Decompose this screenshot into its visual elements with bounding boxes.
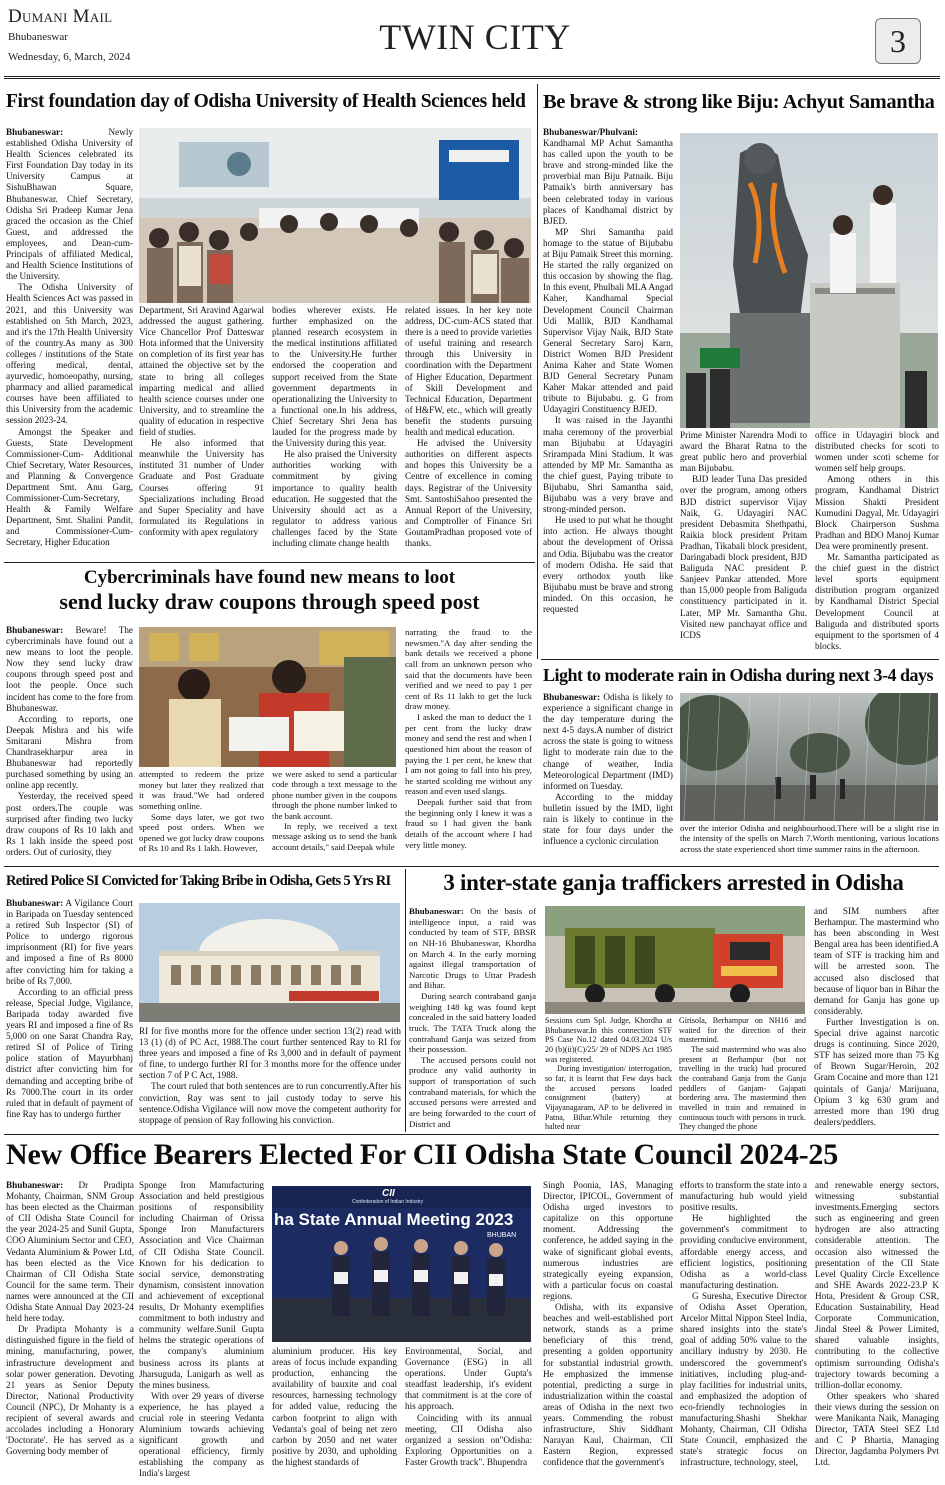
- story6-column-2: Sessions cum Spl. Judge, Khordha at Bhubaneswar.In this connection STF PS Case No.12 dated 04.03.2024 U/s 20 (b)(ii)(C)/25/ 29 of NDPS Act 1985 was registered. During investigation/ interrogation, so far, it is learnt that Few days back the accused persons loaded consignment (battery) at Vijayanagaram, AP to be delivered in Patna, Bihar.While returning they halted near: [545, 1016, 672, 1132]
- story5-column-1: Bhubaneswar: A Vigilance Court in Baripada on Tuesday sentenced a retired Sub Inspector (SI) of Police to undergo rigorous imprisonment (RI) for five years and imposed a fine of Rs 8000 after convicting him for taking a bribe of Rs 7,000. According to an official press release, Special Judge, Vigilance, Baripada today awarded five years RI and imposed a fine of Rs 5,000 on one Sarat Chandra Ray, retired SI of Police of Tiring police station of Mayurbhanj district after convicting him for demanding and accepting bribe of Rs 7000.The court in its order ruled that in default of payment of fine Ray has to undergo further: [6, 898, 133, 1119]
- story5-column-2: RI for five months more for the offence under section 13(2) read with 13 (1) (d) of PC Act, 1988.The court further sentenced Ray to RI for three years and imposed a fine of Rs 3,000 and in default of payment of fine, to undergo further RI for 3 months more for the offence under section 7 of P C Act, 1988. The court ruled that both sentences are to run concurrently.After his conviction, Ray was sent to jail custody today to serve his sentence.Odisha Vigilance will now move the competent authority for stoppage of pension of Ray following his conviction.: [139, 1026, 401, 1125]
- vertical-divider-2: [405, 869, 406, 1132]
- story5-dateline: Bhubaneswar:: [6, 898, 64, 908]
- story1-column-3: bodies wherever exists. He further emphasized on the planned research ecosystem in the medical institutions affiliated to the University.He further endorsed the cooperation and support received from the State government departments in operationalizing the University to a functional one.In his address, Chief Secretary Shri Jena has lauded for the progress made by the University during this year. He also praised the University authorities working with commitment by giving importance to quality health education. He suggested that the University should act as a regulator to address various challenges faced by the State including climate change health: [272, 305, 397, 548]
- story3-headline-line-1: Cybercriminals have found new means to loot: [83, 567, 456, 588]
- story4-photo: [680, 693, 938, 821]
- story2-column-1: Bhubaneswar/Phulvani: Kandhamal MP Achut Samantha has called upon the youth to be brave and strong-minded like the proverbial man Biju Patnaik. Biju Patnaik's birth anniversary has been celebrated today in various places of Kandhamal district by BJED. MP Shri Samantha paid homage to the statue of Bijubabu at Biju Patnaik Street this morning. He started the rally organized on this occasion by showing the flag. In this event, Phulbali MLA Angad Kaher, Kandhamal Special Development Council Chairman Udi Mallik, BJD Kandhamal Supervisor Vijay Naik, BJD State General Secretary Saroj Karn, District Women BJD President Anima Kaher and State Women BJD General Secretary Punam Kaher Makar attended and paid tribute to Bijubabu. g. G from Udayagiri Constituency BJED. It was raised in the Jayanthi maha ceremony of the proverbial man Bijubabu at Udayagiri Srirampada Mini Stadium. It was attended by MP Mr. Samantha as the chief guest, Paying tribute to Bijubabu, Shri Samantha said, Bijubabu was a very brave and strong-minded person. He used to put what he thought into action. He always thought about the development of Orissa and Odia. Bijubabu was the creator of modern Odisha. He said that every orthodox youth like Bijubabu must be brave and strong minded. On this occasion, he requested: [543, 127, 673, 615]
- masthead: [0, 0, 945, 80]
- story5-headline: Retired Police SI Convicted for Taking Bribe in Odisha, Gets 5 Yrs RI: [6, 873, 391, 889]
- story3-photo: [139, 627, 396, 767]
- story1-column-1: Bhubaneswar: Newly established Odisha University of Health Sciences celebrated its First Foundation Day today in its University Campus at SishuBhawan Square, Bhubaneswar. Chief Secretary, Odisha Sri Pradeep Kumar Jena graced the occasion as the Chief Guest, and addressed the employees, and Dean-cum-Principals of affiliated Medical, and Health Science Institutions of the University. The Odisha University of Health Sciences Act was passed in 2021, and this University was established on 5th March, 2023, and it's the 17th Health University of the country.As many as 300 colleges / institutions of the State offering medical, dental, ayurvedic, homoeopathy, nursing, pharmacy and allied paramedical courses have been affiliated to this University from the academic session 2023-24. Amongst the Speaker and Guests, State Development Commissioner-Cum- Additional Chief Secretary, Water Resources, and Planning & Convergence Department Smt. Anu Garg, Commissioner-Cum-Secretary, Health & Family Welfare Department, Smt. Shalini Pandit, and Commissioner-Cum-Secretary, Higher Education: [6, 127, 133, 548]
- story1-column-2: Department, Sri Aravind Agarwal addressed the august gathering. Vice Chancellor Prof Datteswar Hota informed that the University on completion of its first year has attained the objective set by the state to bring all colleges imparting medical and allied health science courses under one University, and to streamline the quality of education in respective field of studies. He also informed that meanwhile the University has instituted 31 number of Under Graduate and Post Graduate Courses offering 91 Specializations including Broad and Super Speciality and have formulated its Regulations in conformity with apex regulatory: [139, 305, 264, 537]
- story2-photo: [680, 133, 938, 428]
- section-title: TWIN CITY: [379, 17, 571, 57]
- story1-photo: [139, 128, 531, 303]
- story3-headline-line-2: send lucky draw coupons through speed post: [59, 589, 480, 614]
- story7-top-rule: [4, 1134, 939, 1135]
- story4-headline: Light to moderate rain in Odisha during next 3-4 days: [543, 665, 934, 685]
- story3-column-2: attempted to redeem the prize money but later they realized that it was fraud."We had ordered something online. Some days later, we got two speed post orders. When we opened we got lucky draw coupons of Rs 10 and Rs 1 lakh. However,: [139, 769, 264, 854]
- story4-dateline: Bhubaneswar:: [543, 692, 601, 702]
- story2-headline: Be brave & strong like Biju: Achyut Samantha: [543, 91, 935, 113]
- story6-photo: [545, 906, 805, 1014]
- masthead-rule: [4, 76, 940, 77]
- story2-dateline: Bhubaneswar/Phulvani:: [543, 127, 638, 137]
- event-banner-title: ha State Annual Meeting 2023: [274, 1210, 514, 1229]
- story1-column-4: related issues. In her key note address, DC-cum-ACS stated that there is a need to provide varieties of useful training and research through this University in coordination with the Department of Higher Education, Department of Skill Development and Technical Education, Department of H&FW, etc., which will greatly benefit the students pursuing health and medical education. He advised the University authorities on different aspects and hopes this University be a Centre of excellence in coming days. Registrar of the University Smt. SantoshiSahoo presented the Annual Report of the University, and Comptroller of Finance Sri GoutamPradhan proposed vote of thanks.: [405, 305, 532, 548]
- story7-dateline: Bhubaneswar:: [6, 1180, 64, 1190]
- story5-photo: [139, 903, 400, 1022]
- story7-column-2: Sponge Iron Manufacturing Association and held prestigious positions of responsibility including Chairman of Orissa Sponge Iron Manufacturers Association and Vice Chairman of CII Odisha State Council. Known for his dedication to social service, demonstrating dynamism, consistent innovation and achievement of exceptional results, Dr Mohanty exemplifies commitment to both industry and community welfare.Sunil Gupta helms the strategic operations of the company's aluminium business across its plants at Jharsuguda, Lanigarh as well as the mines business. With over 29 years of diverse experience, he has played a crucial role in steering Vedanta Aluminium towards achieving significant growth and operational efficiency, firmly establishing the company as India's largest: [139, 1180, 264, 1479]
- story6-column-4: and SIM numbers after Berhampur. The mastermind who has been absconding in West Bengal area has been identified.A team of STF is tracking him and will be arrested soon. The accused also disclosed that because of liquor ban in Bihar the demand for Ganja has gone up considerably. Further Investigation is on. Special drive against narcotic drugs is continuing. Since 2020, STF has seized more than 75 Kg of Brown Sugar/Heroin, 202 Gram Cocaine and more than 121 quintals of Ganja/ Marijuana, Opium 3 kg 630 gram and arrested more than 190 drug dealers/peddlers.: [814, 906, 939, 1127]
- story3-column-1: Bhubaneswar: Beware! The cybercriminals have found out a new means to loot the people. Now they send lucky draw coupons through speed post and loot the people. Once such incident has come to the fore from Bhubaneswar. According to reports, one Deepak Mishra and his wife Smitarani Mishra from Chandrasekharpur area in Bhubaneswar had reportedly purchased something by using an online app recently. Yesterday, the received speed post orders.The couple was surprised after finding two lucky draw coupons of Rs 10 lakh and Rs 1 lakh inside the speed post orders. Out of curiosity, they: [6, 625, 133, 857]
- vertical-divider: [537, 84, 538, 659]
- story4-top-rule: [541, 659, 939, 660]
- story7-headline: New Office Bearers Elected For CII Odisha State Council 2024-25: [6, 1138, 839, 1171]
- story7-column-7: and renewable energy sectors, witnessing substantial investments.Emerging sectors such as engineering and green hydrogen are also attracting considerable attention. The occasion also witnessed the presentation of the CII State Level Quality Circle Excellence and SHE Awards 2022-23.P K Hota, President & Group CSR, Education Sustainability, Head Corporate Communication, Jindal Steel & Power Limited, shared valuable insights, contributing to the collective optimism surrounding Odisha's trajectory towards becoming a trillion-dollar economy. Other speakers who shared their views during the session on were Manikanta Naik, Managing Director, TATA Steel SEZ Ltd and C P Bhartia, Managing Director, Jagdamba Polymers Pvt Ltd.: [815, 1180, 939, 1468]
- masthead-rule-2: [4, 78, 940, 79]
- masthead-city: Bhubaneswar: [8, 31, 68, 43]
- story7-column-3: aluminium producer. His key areas of focus include expanding production, enhancing the availability of bauxite and coal resources, harnessing technology for added value, reducing the carbon footprint to align with Vedanta's goal of being net zero carbon by 2050 and net water positive by 2030, and upholding the highest standards of: [272, 1346, 397, 1467]
- masthead-date: Wednesday, 6, March, 2024: [8, 51, 131, 63]
- story6-column-1: Bhubaneswar: On the basis of intelligence input, a raid was conducted by team of STF, BBSR on NH-16 Bhubaneswar, Khordha on March 4. In the early morning against illegal transportation of Narcotic Drugs to Uttar Pradesh and Bihar. During search contraband ganja weighing 148 kg was found kept concealed in the said battery loaded truck. The TATA Truck along the contraband Ganja was seized from their possession. The accused persons could not produce any valid authority in support of transportation of such contraband materials, for which the accused persons were arrested and are being forwarded to the court of District and: [409, 906, 536, 1129]
- story3-top-rule: [4, 562, 535, 563]
- story6-column-3: Girisola, Berhampur on NH16 and waited for the direction of their mastermind. The said mastermind who was also present at Berhampur (but not travelling in the truck) had procured the contraband Ganja from the Ganja peddlers of Ganjam- Gajapati bordering area. The mastermind then travelled in train and remained in continuous touch with persons in truck. They changed the phone: [679, 1016, 806, 1132]
- story7-column-4: Environmental, Social, and Governance (ESG) in all operations. Under Gupta's steadfast leadership, it's evident that commitment is at the core of his approach. Coinciding with its annual meeting, CII Odisha also organized a session on"Odisha: Exploring Opportunities on a Faster Growth track". Bhupendra: [405, 1346, 532, 1467]
- paper-name: Dumani Mail: [8, 6, 113, 27]
- story3-column-4: narrating the fraud to the newsmen."A day after sending the bank details we received a phone call from an unknown person who said that the documents have been verified and we need to pay 1 per cent of Rs 11 lakh to get the luck draw money. I asked the man to deduct the 1 per cent from the lucky draw money and send the rest and when I questioned him about the reason of paying the 1 per cent, he knew that I am not going to fall into his prey, he started scolding me without any reason and even used slangs. Deepak further said that from the beginning only I knew it was a fraud so I had given the bank details of the account where I had very little money.: [405, 627, 532, 850]
- story7-column-5: Singh Poonia, IAS, Managing Director, IPICOL, Government of Odisha urged investors to capitalize on this opportune moment. Addressing the conference, he added saying in the wake of significant global events, numerous industries are strategically eyeing expansion, with a particular focus on coastal regions. Odisha, with its expansive beaches and well-established port network, stands as a prime beneficiary of this trend, presenting a golden opportunity for substantial industrial growth. He emphasized the immense potential, predicting a surge in industrialization within the coastal areas of Odisha in the next two years. Commending the robust infrastructure, Shiv Siddhant Narayan Kaul, Chairman, CII Eastern Region, expressed confidence that the government's: [543, 1180, 673, 1468]
- story2-column-3: office in Udayagiri block and distributed checks for scoti to women under scoti scheme for women self help groups. Among others in this program, Kandhamal District Mission Shakti President Kumudini Dagyal, Mr. Udayagiri Block Chairperson Sushma Pradhan and BDO Manoj Kumar Dea were prominently present. Mr. Samantha participated as the chief guest in the district level sports equipment distribution program organized by Kandhamal District Special Development Council at Baliguda and distributed sports equipment to the sportsmen of 4 blocks.: [815, 430, 939, 651]
- story6-dateline: Bhubaneswar:: [409, 906, 464, 916]
- story4-continuation: over the interior Odisha and neighbourhood.There will be a slight rise in the intensity of the spells on March 7.Worth mentioning, various locations across the state experienced short time summer rains in the afternoon.: [680, 823, 939, 854]
- story7-column-6: efforts to transform the state into a manufacturing hub would yield positive results. He highlighted the government's commitment to providing conducive environment, affordable energy access, and efficient logistics, positioning Odisha as a world-class manufacturing destination. G Suresha, Executive Director of Odisha Asset Operation, Arcelor Mittal Nippon Steel India, shared insights into the state's goal of adding 50% value to the ancillary industry by 2030. He underscored the government's initiatives, including plug-and-play facilities for industrial units, and emphasized the adoption of eco-friendly technologies in manufacturing.Shashi Shekhar Mohanty, Chairman, CII Odisha State Council, emphasized the state's strategic focus on infrastructure, technology, steel,: [680, 1180, 807, 1468]
- story4-column-1: Bhubaneswar: Odisha is likely to experience a significant change in the day temperature during the next 4-5 days.A number of district across the state is going to witness light to moderate rain due to the change of weather, India Meteorological Department (IMD) informed on Tuesday. According to the midday bulletin issued by the IMD, light rain is likely to continue in the state for four days under the influence a cyclonic circulation: [543, 692, 673, 847]
- story6-headline: 3 inter-state ganja traffickers arrested in Odisha: [443, 870, 904, 895]
- story3-dateline: Bhubaneswar:: [6, 625, 64, 635]
- story7-column-1: Bhubaneswar: Dr Pradipta Mohanty, Chairman, SNM Group has been elected as the Chairman of CII Odisha State Council for the year 2024-25 and Sunil Gupta, COO Aluminium Sector and CEO, Vedanta Aluminium & Power Ltd, has been elected as the Vice Chairman of CII Odisha State Council for the same term. Their names were announced at the CII Odisha State Annual Day 2023-24 held here today. Dr Pradipta Mohanty is a distinguished figure in the field of mining, manufacturing, power, infrastructure development and solar power generation. Devoting 21 years as Senior Deputy Director, National Productivity Council (NPC), Dr Mohanty is a recipient of several awards and accolades including a Honorary 'Doctorate'. He has served as a Governing body member of: [6, 1180, 134, 1457]
- page-number: 3: [875, 18, 921, 64]
- story7-photo: [272, 1186, 531, 1342]
- cii-org-name: Confederation of Indian Industry: [352, 1199, 424, 1205]
- event-banner-city: BHUBAN: [487, 1232, 517, 1239]
- story3-column-3: we were asked to send a particular code through a text message to the phone number given in the coupons through the phone number linked to the bank account. In reply, we received a text message asking us to send the bank account details," said Deepak while: [272, 769, 397, 852]
- story2-column-2: Prime Minister Narendra Modi to award the Bharat Ratna to the great public hero and proverbial man Bijubabu. BJD leader Tuna Das presided over the program, among others BJD district supervisor Vijay Naik, G. Udayagiri NAC president Debasmita Shethpathi, Raikia block president Pritam Pradhan, Tikabali block president, Daringabadi block president, BJD Baliguda NAC president P. Sanjeev Pankar attended. More than 15,000 people from Baliguda constituency participated in it. Later, MP Mr. Samantha Ghu. Visited new panchayat office and ICDS: [680, 430, 807, 640]
- cii-logo: CII: [382, 1188, 395, 1199]
- story1-headline: First foundation day of Odisha University of Health Sciences held: [6, 91, 526, 112]
- story5-top-rule: [4, 866, 939, 867]
- story1-dateline: Bhubaneswar:: [6, 127, 64, 137]
